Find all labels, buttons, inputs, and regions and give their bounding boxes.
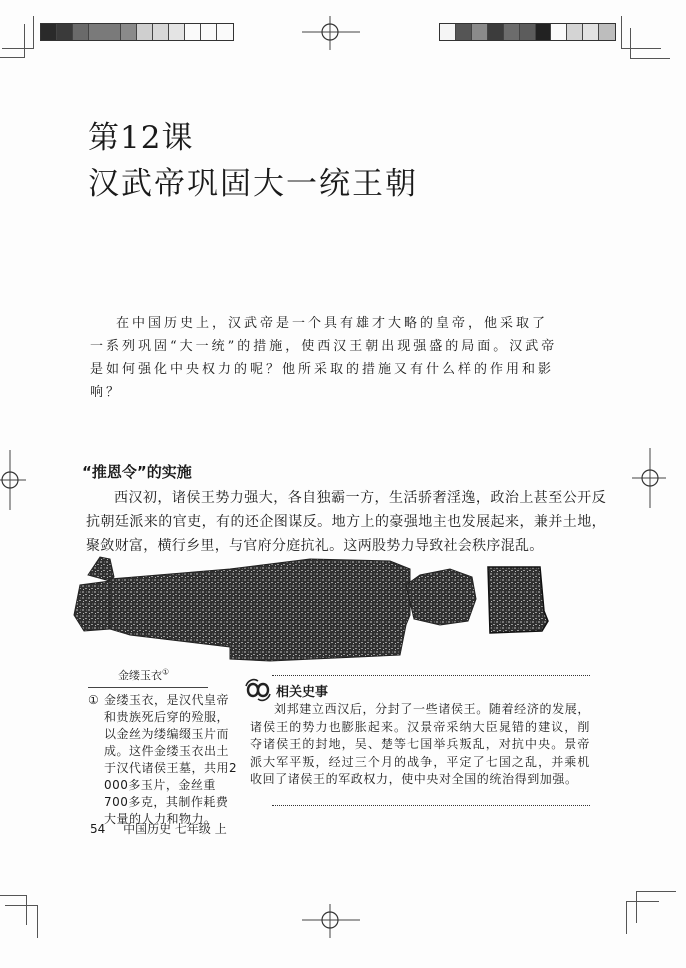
color-swatch: [536, 24, 551, 40]
footnote-text: 金缕玉衣，是汉代皇帝和贵族死后穿的殓服，以金丝为缕编缀玉片而成。这件金缕玉衣出土于汉代诸侯王墓，共用2 000多玉片，金丝重700多克，其制作耗费大量的人力和物力。: [104, 693, 238, 826]
jade-burial-suit-image: [70, 555, 590, 670]
color-swatch: [201, 24, 217, 40]
related-history-body: [250, 701, 590, 789]
related-history-paragraph: 刘邦建立西汉后，分封了一些诸侯王。随着经济的发展，诸侯王的势力也膨胀起来。汉景帝采纳大臣晁错的建议，削夺诸侯王的封地，吴、楚等七国举兵叛乱，对抗中央。景帝派大军平叛，经过三个月的战争，平定了七国之乱，并乘机收回了诸侯王的军政权力，使中央对全国的统治得到加强。: [250, 702, 590, 786]
intro-paragraph: 在中国历史上，汉武帝是一个具有雄才大略的皇帝，他采取了一系列巩固“大一统”的措施，使西汉王朝出现强盛的局面。汉武帝是如何强化中央权力的呢？他所采取的措施又有什么样的作用和影响？: [90, 316, 558, 400]
registration-mark-top: [300, 4, 360, 64]
page-number: 54: [90, 822, 106, 836]
footnote-marker: ①: [88, 693, 100, 707]
color-swatch: [121, 24, 137, 40]
registration-mark-bottom: [300, 890, 360, 950]
color-swatch: [440, 24, 456, 40]
color-calibration-bar-left: [40, 23, 234, 41]
footnote: [88, 692, 238, 828]
color-swatch: [73, 24, 89, 40]
color-swatch: [504, 24, 520, 40]
color-swatch: [89, 24, 121, 40]
color-swatch: [520, 24, 536, 40]
color-swatch: [472, 24, 488, 40]
figure-caption-text: 金缕玉衣: [118, 669, 162, 682]
section-heading: “推恩令”的实施: [82, 463, 192, 481]
section-body: [86, 486, 606, 558]
lesson-intro: [90, 312, 560, 404]
color-swatch: [169, 24, 185, 40]
color-calibration-bar-right: [439, 23, 616, 41]
color-swatch: [583, 24, 599, 40]
registration-mark-right: [620, 448, 680, 508]
footnote-reference: ①: [162, 667, 170, 677]
lesson-number: 第12课: [88, 120, 194, 156]
related-history-title: 相关史事: [276, 685, 329, 700]
color-swatch: [567, 24, 583, 40]
registration-mark-left: [0, 450, 44, 510]
color-swatch: [551, 24, 567, 40]
color-swatch: [599, 24, 615, 40]
related-history-icon: [244, 678, 272, 702]
page-footer: [90, 820, 227, 837]
color-swatch: [456, 24, 472, 40]
footnote-divider: [88, 687, 208, 688]
color-swatch: [41, 24, 57, 40]
lesson-title: 汉武帝巩固大一统王朝: [88, 166, 418, 202]
color-swatch: [217, 24, 233, 40]
color-swatch: [137, 24, 153, 40]
section-paragraph: 西汉初，诸侯王势力强大，各自独霸一方，生活骄奢淫逸，政治上甚至公开反抗朝廷派来的官吏，有的还企图谋反。地方上的豪强地主也发展起来，兼并土地，聚敛财富，横行乡里，与官府分庭抗礼。这两股势力导致社会秩序混乱。: [86, 490, 606, 554]
related-box-top-border: [272, 675, 590, 676]
related-box-bottom-border: [272, 805, 590, 806]
color-swatch: [488, 24, 504, 40]
color-swatch: [57, 24, 73, 40]
color-swatch: [153, 24, 169, 40]
color-swatch: [185, 24, 201, 40]
figure-caption: [118, 667, 169, 683]
book-title: 中国历史 七年级 上: [123, 822, 227, 836]
